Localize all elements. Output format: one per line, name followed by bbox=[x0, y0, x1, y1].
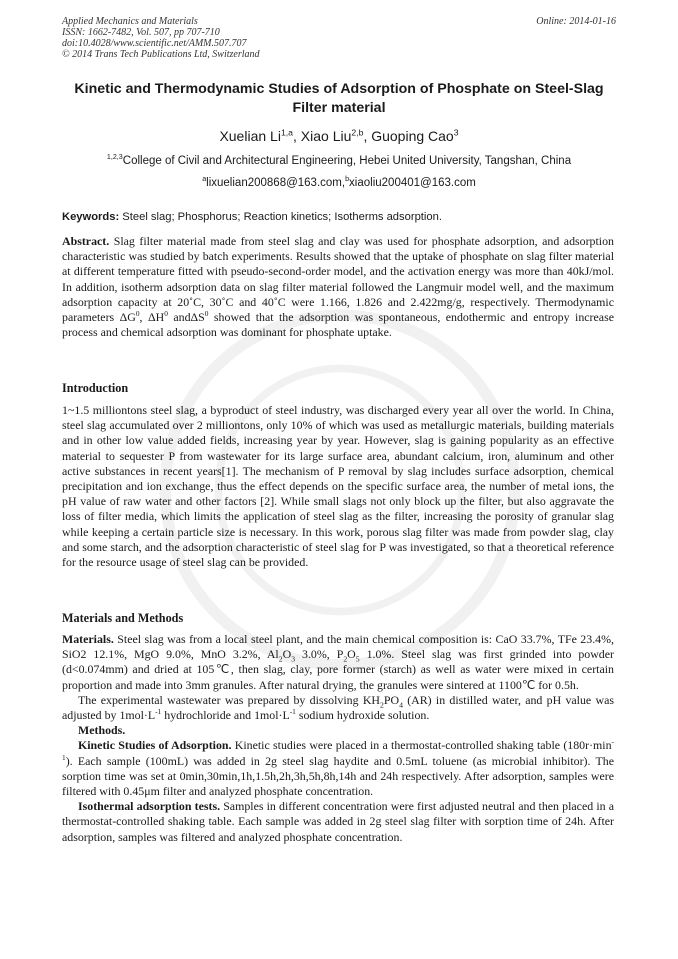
email-separator: , bbox=[341, 177, 346, 189]
subscript: 2 bbox=[380, 700, 384, 710]
issn-line: ISSN: 1662-7482, Vol. 507, pp 707-710 bbox=[62, 27, 220, 38]
wastewater-text: sodium hydroxide solution. bbox=[295, 708, 430, 723]
materials-paragraph bbox=[62, 632, 614, 693]
author-list bbox=[62, 128, 616, 144]
abstract-separator: , bbox=[139, 310, 148, 325]
email-a[interactable]: lixuelian200868@163.com bbox=[206, 177, 342, 189]
formula-part: O bbox=[282, 647, 292, 662]
formula-part: PO bbox=[383, 692, 400, 707]
subscript: 2 bbox=[278, 654, 283, 664]
email-b[interactable]: xiaoliu200401@163.com bbox=[349, 177, 476, 189]
superscript-zero: 0 bbox=[204, 309, 209, 319]
abstract-text: Slag filter material made from steel slag and clay was used for phosphate adsorption, and adsorption characteristic was studied by batch experiments. Results showed that the uptake of phosphate on slag filter material at different temperature fitted with pseudo-second-order model, and the activation energy was more than 40kJ/mol. In addition, isotherm adsorption data on slag filter material followed the Langmuir model well, and the maximum adsorption capacity at 20˚C, 30˚C and 40˚C were 1.166, 1.826 and 2.422mg/g, respectively. Thermodynamic parameters bbox=[62, 234, 614, 325]
subscript: 3 bbox=[291, 654, 296, 664]
isotherm-text: Samples in different concentration were first adjusted neutral and then placed in a thermostat-controlled shaking table. Each sample was added in 2g steel slag filter with sorption time of 24h. After adsorption, samples was filtered and analyzed phosphate concentration. bbox=[62, 799, 614, 844]
paper-title: Kinetic and Thermodynamic Studies of Adsorption of Phosphate on Steel-Slag Filter material bbox=[74, 81, 604, 116]
methods-heading: Materials and Methods bbox=[62, 611, 184, 625]
abstract-conjunction: and bbox=[173, 310, 191, 325]
affil-text: College of Civil and Architectural Engineering, Hebei United University, Tangshan, China bbox=[122, 155, 572, 167]
email-mark-b: b bbox=[345, 175, 350, 184]
materials-label: Materials. bbox=[62, 632, 114, 646]
copyright-line: © 2014 Trans Tech Publications Ltd, Switzerland bbox=[62, 49, 260, 60]
doi-line: doi:10.4028/www.scientific.net/AMM.507.707 bbox=[62, 38, 247, 49]
superscript: -1 bbox=[62, 737, 614, 762]
superscript: -1 bbox=[289, 707, 296, 717]
intro-heading: Introduction bbox=[62, 381, 129, 395]
wastewater-text: (AR) in distilled water, and pH value was adjusted by 1mol·L bbox=[62, 692, 614, 723]
author-name: Guoping Cao bbox=[371, 128, 454, 144]
affil-mark: 1,2,3 bbox=[106, 153, 123, 162]
abstract-text-cont: showed that the adsorption was spontaneous, endothermic and entropy increase process and chemical adsorption was dominant for phosphate uptake. bbox=[62, 310, 614, 340]
methods-body bbox=[62, 632, 614, 845]
author-emails bbox=[62, 177, 616, 189]
methods-label: Methods. bbox=[78, 723, 126, 738]
methods-subheading bbox=[62, 723, 614, 738]
author-affil-mark: 3 bbox=[453, 127, 459, 138]
abstract bbox=[62, 234, 614, 340]
isotherm-paragraph bbox=[62, 799, 614, 845]
journal-name: Applied Mechanics and Materials bbox=[62, 16, 198, 27]
kinetic-text: ). Each sample (100mL) was added in 2g steel slag haydite and 0.5mL toluene (as microbial inhibitor). The sorption time was set at 0min,30min,1h,1.5h,2h,3h,5h,8h,14h and 24h respectively. After adsorption, samples were filtered with 0.45μm filter and analyzed phosphate concentration. bbox=[62, 753, 614, 799]
author-affil-mark: 2,b bbox=[351, 127, 364, 138]
kinetic-label: Kinetic Studies of Adsorption. bbox=[78, 738, 232, 753]
author-separator: , bbox=[293, 128, 301, 144]
online-date: Online: 2014-01-16 bbox=[536, 16, 616, 27]
affiliation bbox=[62, 155, 616, 167]
intro-paragraph: 1~1.5 milliontons steel slag, a byproduct of steel industry, was discharged every year all over the world. In China, steel slag accumulated over 2 milliontons, only 10% of which was used as metallurgic materials, building materials and in other low value added fields, increasing year by year. However, slag is gaining popularity as an effective material to sequester P from wastewater for its large surface area, abundant calcium, iron, aluminum and other active substances in recent years[1]. The mechanism of P removal by slag includes surface adsorption, chemical precipitation and ion exchange, thus the effect depends on the specific surface area, the number of metal ions, the pH value of raw water and other factors [2]. While small slags not only block up the filter, but also aggravate the loss of filter media, which limits the application of steel slag as the filter, increasing the porosity of granular slag while keeping a certain particle size is necessary. In this work, porous slag filter was made from powder slag, clay and some starch, and the adsorption characteristic of steel slag for P was investigated, so that a theoretical reference for the resource usage of steel slag can be provided. bbox=[62, 403, 614, 570]
keywords bbox=[62, 211, 616, 223]
subscript: 4 bbox=[399, 700, 403, 710]
wastewater-text: The experimental wastewater was prepared by dissolving KH bbox=[78, 692, 380, 707]
superscript: -1 bbox=[155, 707, 162, 717]
author-name: Xiao Liu bbox=[300, 128, 352, 144]
kinetic-text: Kinetic studies were placed in a thermostat-controlled shaking table (180r·min bbox=[231, 738, 612, 753]
wastewater-paragraph bbox=[62, 693, 614, 723]
materials-text: 1.0%. Steel slag was first grinded into powder (d<0.074mm) and dried at 105℃, then slag, clay, pore former (starch) as well as water were mixed in certain proportion and made into 3mm granules. After natural drying, the granules were sintered at 1100℃ for 0.5h. bbox=[62, 647, 614, 692]
formula-part: O bbox=[347, 647, 356, 662]
abstract-label: Abstract. bbox=[62, 234, 110, 248]
subscript: 2 bbox=[343, 654, 348, 664]
materials-text: Steel slag was from a local steel plant, and the main chemical composition is: CaO 33.7%, TFe 23.4%, SiO2 12.1%, MgO 9.0%, MnO 3.2%, Al bbox=[62, 632, 614, 662]
journal-header bbox=[62, 16, 260, 60]
email-mark-a: a bbox=[202, 175, 207, 184]
isotherm-label: Isothermal adsorption tests. bbox=[78, 799, 221, 814]
keywords-text: Steel slag; Phosphorus; Reaction kinetics; Isotherms adsorption. bbox=[119, 211, 442, 223]
delta-s: ΔS bbox=[190, 310, 205, 325]
delta-h: ΔH bbox=[147, 310, 165, 325]
keywords-label: Keywords: bbox=[62, 211, 120, 223]
delta-g: ΔG bbox=[119, 310, 136, 325]
wastewater-text: hydrochloride and 1mol·L bbox=[161, 708, 290, 723]
kinetic-paragraph bbox=[62, 738, 614, 799]
author-affil-mark: 1,a bbox=[280, 127, 293, 138]
author-name: Xuelian Li bbox=[219, 128, 281, 144]
materials-text: 3.0%, P bbox=[295, 647, 344, 662]
intro-body bbox=[62, 403, 614, 570]
superscript-zero: 0 bbox=[135, 309, 140, 319]
superscript-zero: 0 bbox=[164, 309, 168, 319]
subscript: 5 bbox=[355, 654, 360, 664]
author-separator: , bbox=[363, 128, 372, 144]
